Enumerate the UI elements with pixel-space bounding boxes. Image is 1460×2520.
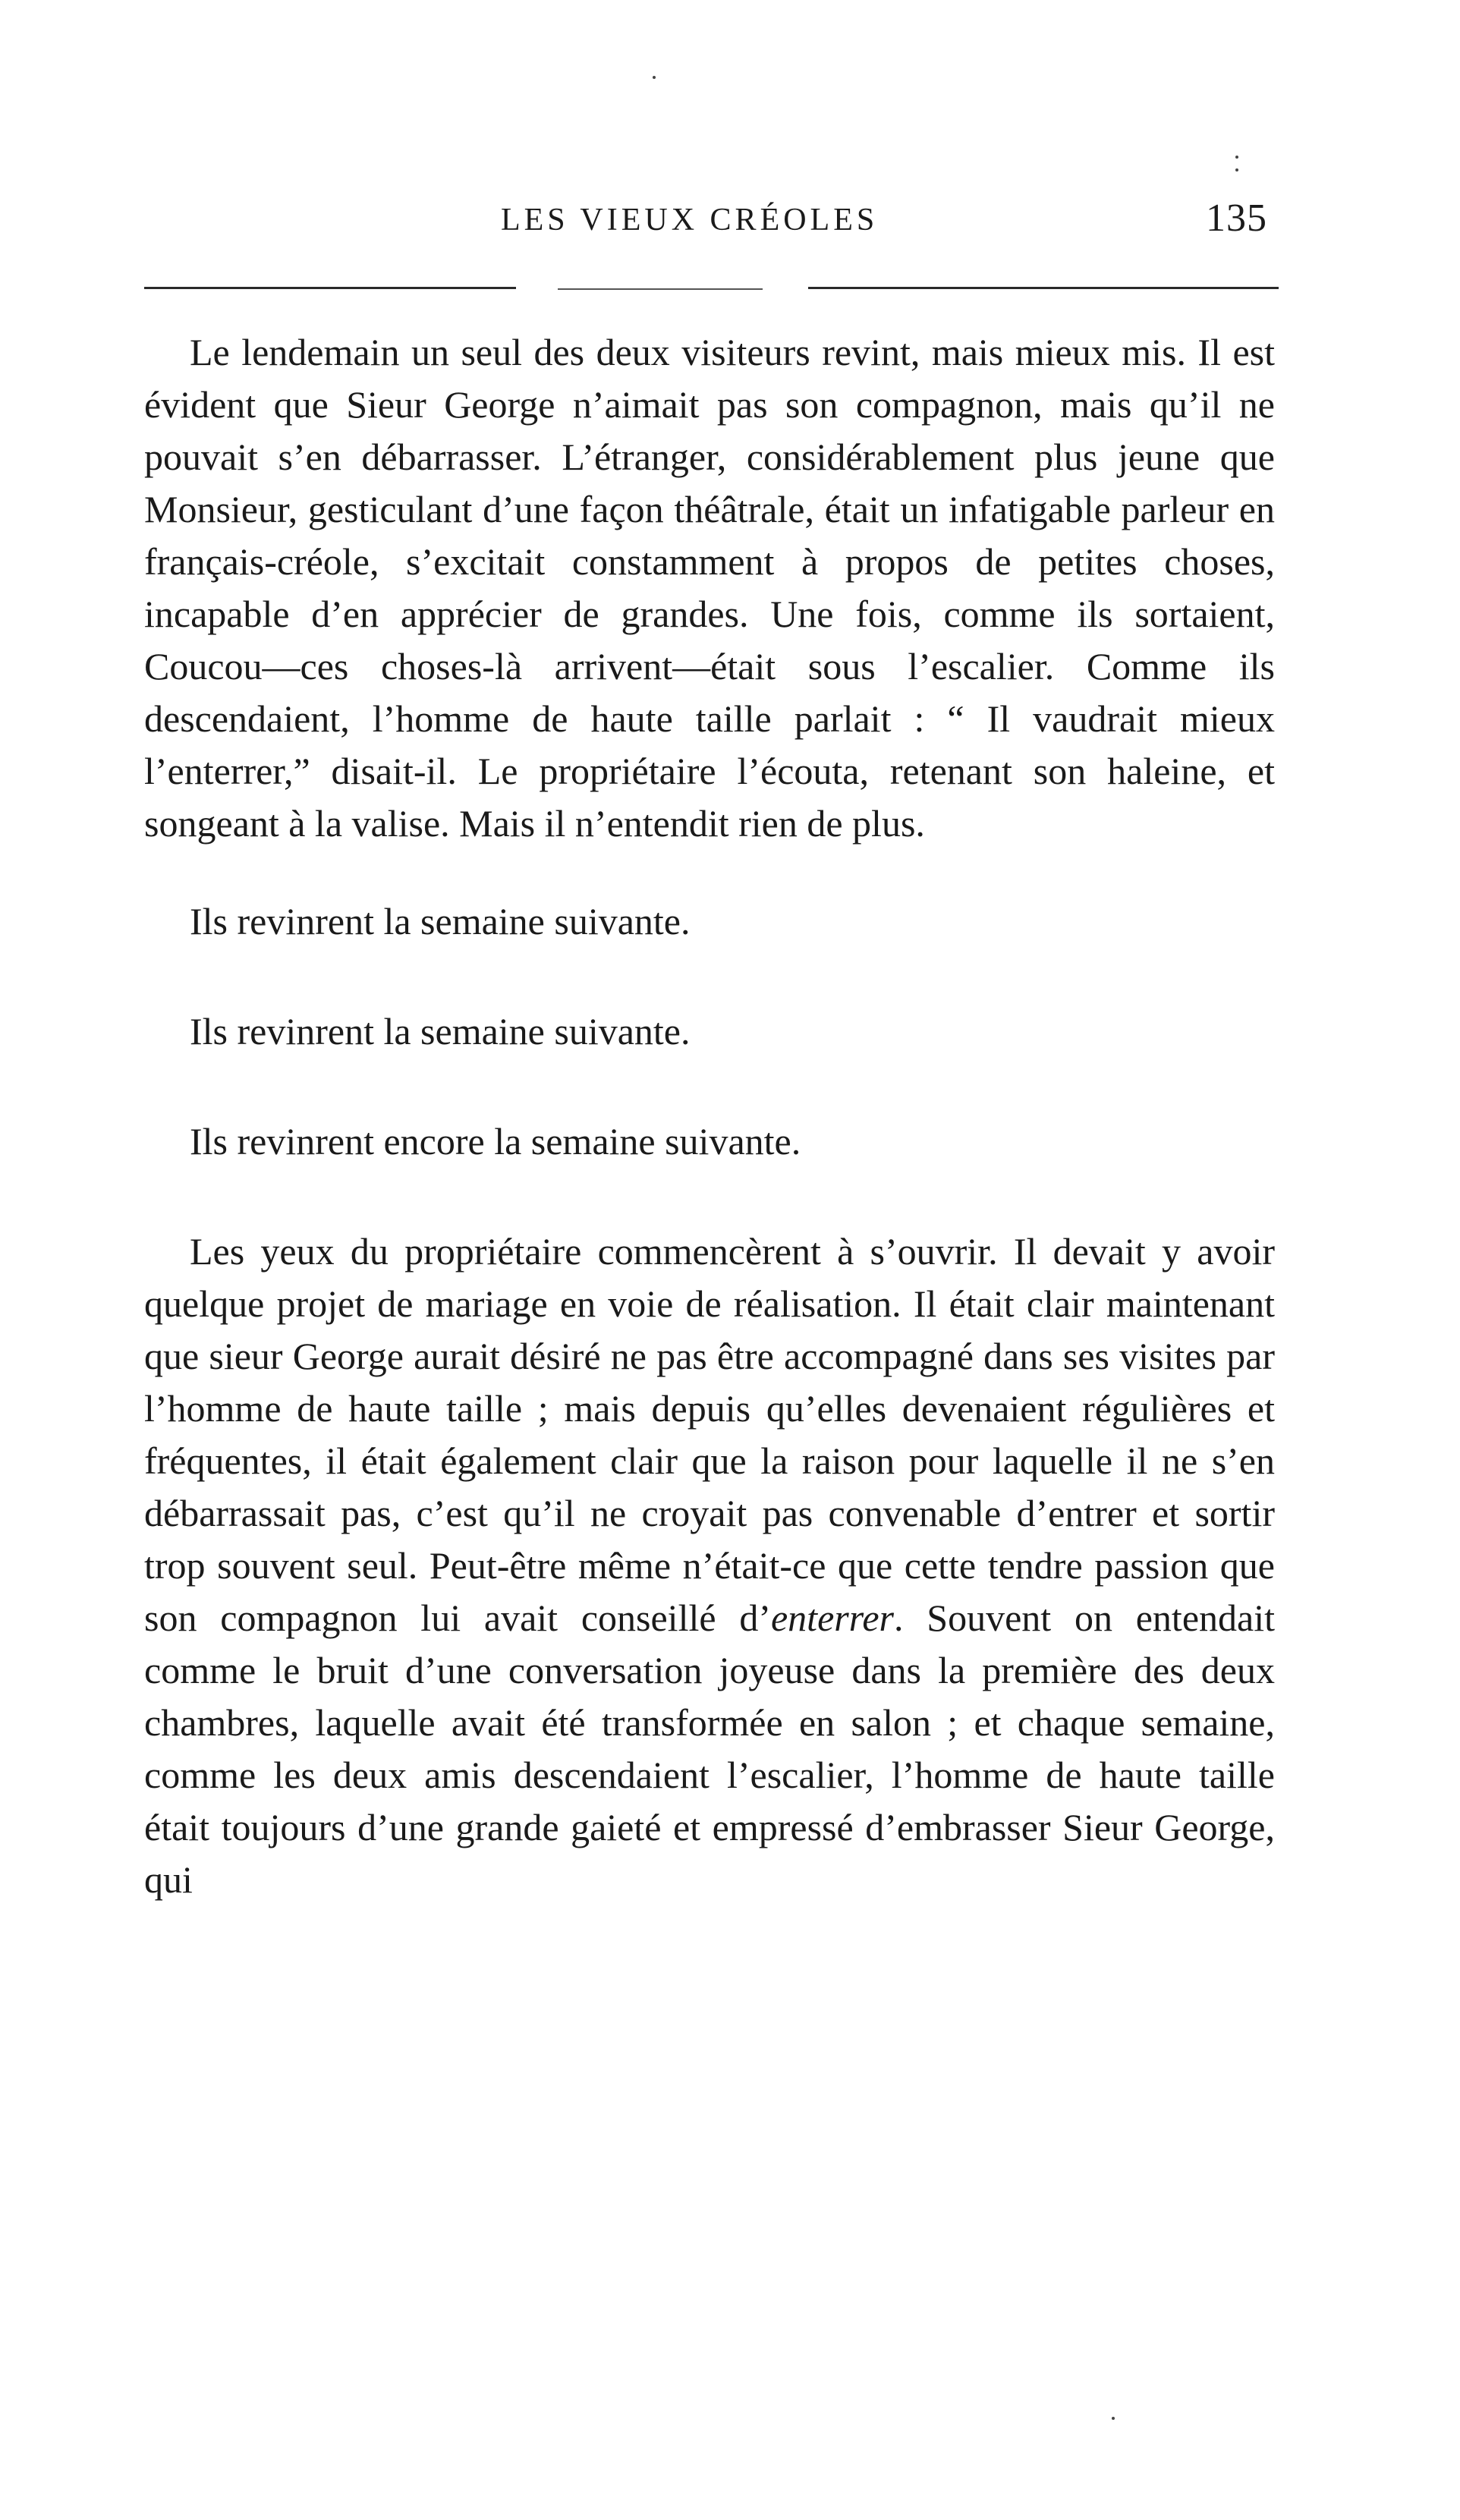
paper-speck xyxy=(653,76,656,79)
header-rule-middle xyxy=(558,288,763,290)
paragraph-2: Ils revinrent la semaine suivante. xyxy=(190,900,691,942)
paragraph-3: Ils revinrent la semaine suivante. xyxy=(190,1010,691,1052)
paper-speck xyxy=(1112,2417,1115,2420)
paragraph-5-text-b: . Souvent on entendait comme le bruit d’une conversation joyeuse dans la première des deux chambres, laquelle avait été transformée en salon ; et chaque semaine, comme les deux amis descendaient l’escalier, l’homme de haute taille était toujours d’une grande gaieté et empressé d’embrasser Sieur George, qui xyxy=(144,1597,1275,1901)
paragraph-5-text-a: Les yeux du propriétaire commencèrent à s’ouvrir. Il devait y avoir quelque projet de mariage en voie de réalisation. Il était clair maintenant que sieur George aurait désiré ne pas être accompagné dans ses visites par l’homme de haute taille ; mais depuis qu’elles devenaient régulières et fréquentes, il était également clair que la raison pour laquelle il ne s’en débarrassait pas, c’est qu’il ne croyait pas convenable d’entrer et sortir trop souvent seul. Peut-être même n’était-ce que cette tendre passion que son compagnon lui avait conseillé d’ xyxy=(144,1230,1275,1639)
header-rule-right xyxy=(808,287,1279,289)
paper-speck xyxy=(1235,156,1238,159)
paper-speck xyxy=(1235,168,1238,171)
header-rule-left xyxy=(144,287,516,289)
paragraph-1: Le lendemain un seul des deux visiteurs revint, mais mieux mis. Il est évident que Sieur George n’aimait pas son compagnon, mais qu’il ne pouvait s’en débarrasser. L’étranger, considérablement plus jeune que Monsieur, gesticulant d’une façon théâtrale, était un infatigable parleur en français-créole, s’excitait constamment à propos de petites choses, incapable d’en apprécier de grandes. Une fois, comme ils sortaient, Coucou—ces choses-là arrivent—était sous l’escalier. Comme ils descendaient, l’homme de haute taille parlait : “ Il vaudrait mieux l’enterrer,” disait-il. Le propriétaire l’écouta, retenant son haleine, et songeant à la valise. Mais il n’entendit rien de plus. xyxy=(144,331,1275,845)
paragraph-5 xyxy=(144,1225,1275,1906)
paragraph-5-italic-word: enterrer xyxy=(770,1597,894,1639)
running-title: LES VIEUX CRÉOLES xyxy=(501,203,879,238)
paragraph-4: Ils revinrent encore la semaine suivante. xyxy=(190,1120,801,1162)
body-text xyxy=(144,326,1275,1906)
running-head xyxy=(144,196,1282,256)
page-number: 135 xyxy=(1206,197,1267,240)
